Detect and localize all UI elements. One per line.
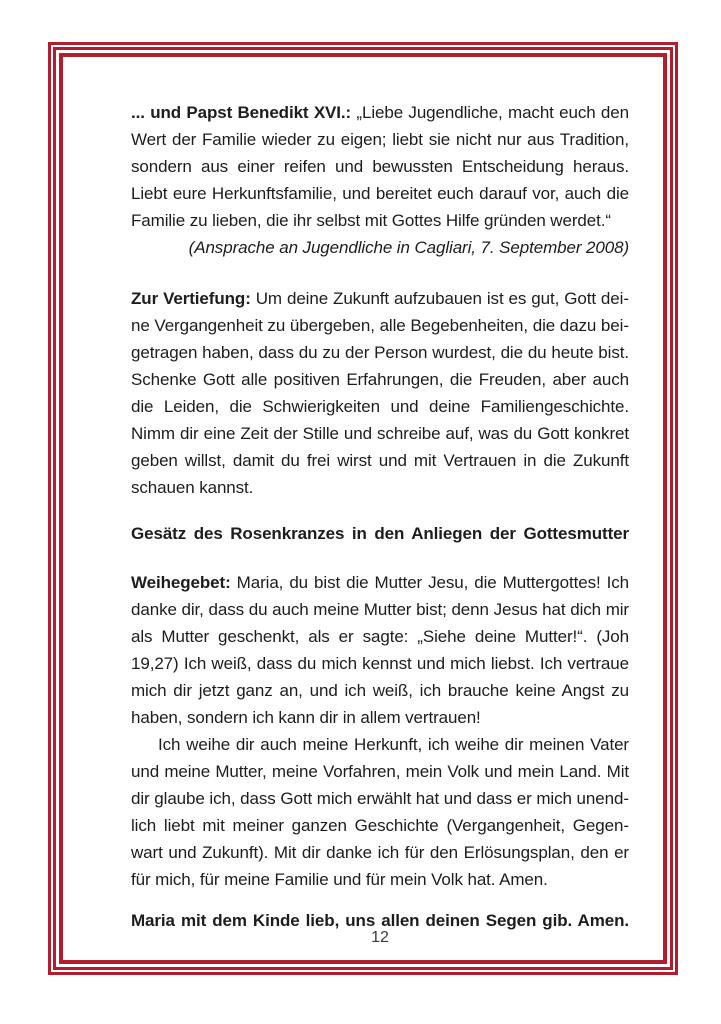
- page-content: [131, 99, 629, 934]
- citation-line: (Ansprache an Jugendliche in Cagliari, 7. September 2008): [188, 238, 629, 257]
- paragraph-deepening: [131, 285, 629, 501]
- paragraph-consecration-text: Maria, du bist die Mutter Jesu, die Muttergottes! Ich danke dir, dass du auch meine Mutter bist; denn Jesus hat dich mir als Mutter geschenkt, als er sagte: „Siehe deine Mutter!“. (Joh 19,27) Ich weiß, dass du mich kennst und mich liebst. Ich vertraue mich dir jetzt ganz an, und ich weiß, ich brauche keine Angst zu haben, sondern ich kann dir in allem vertrauen!: [131, 573, 629, 727]
- paragraph-consecration: [131, 569, 629, 731]
- paragraph-deepening-lead: Zur Vertiefung:: [131, 289, 251, 308]
- paragraph-deepening-text: Um deine Zukunft aufzubauen ist es gut, Gott deine Vergangenheit zu übergeben, alle Begebenheiten, die dazu beigetragen haben, dass du zu der Person wurdest, die du heute bist. Schenke Gott alle positiven Erfahrungen, die Freuden, aber auch die Leiden, die Schwierigkeiten und deine Familiengeschichte. Nimm dir eine Zeit der Stille und schreibe auf, was du Gott konkret geben willst, damit du frei wirst und mit Vertrauen in die Zukunft schauen kannst.: [131, 289, 629, 497]
- closing-blessing-line: Maria mit dem Kinde lieb, uns allen deinen Segen gib. Amen.: [131, 911, 629, 930]
- paragraph-pope-quote: [131, 99, 629, 234]
- paragraph-pope-quote-text: „Liebe Jugendliche, macht euch den Wert der Familie wieder zu eigen; liebt sie nicht nur aus Tradition, sondern aus einer reifen und bewussten Entscheidung heraus. Liebt eure Herkunftsfamilie, und bereitet euch darauf vor, auch die Familie zu lieben, die ihr selbst mit Gottes Hilfe gründen werdet.“: [131, 103, 629, 230]
- paragraph-consecration-continued: Ich weihe dir auch meine Herkunft, ich weihe dir meinen Vater und meine Mutter, meine Vorfahren, mein Volk und mein Land. Mit dir glaube ich, dass Gott mich erwählt hat und dass er mich unendlich liebt mit meiner ganzen Geschichte (Vergangenheit, Gegenwart und Zukunft). Mit dir danke ich für den Erlösungsplan, den er für mich, für meine Familie und für mein Volk hat. Amen.: [131, 735, 629, 889]
- paragraph-pope-quote-lead: ... und Papst Benedikt XVI.:: [131, 103, 352, 122]
- section-heading: Gesätz des Rosenkranzes in den Anliegen der Gottesmutter: [131, 524, 629, 543]
- paragraph-consecration-lead: Weihegebet:: [131, 573, 231, 592]
- page-number: 12: [371, 929, 389, 946]
